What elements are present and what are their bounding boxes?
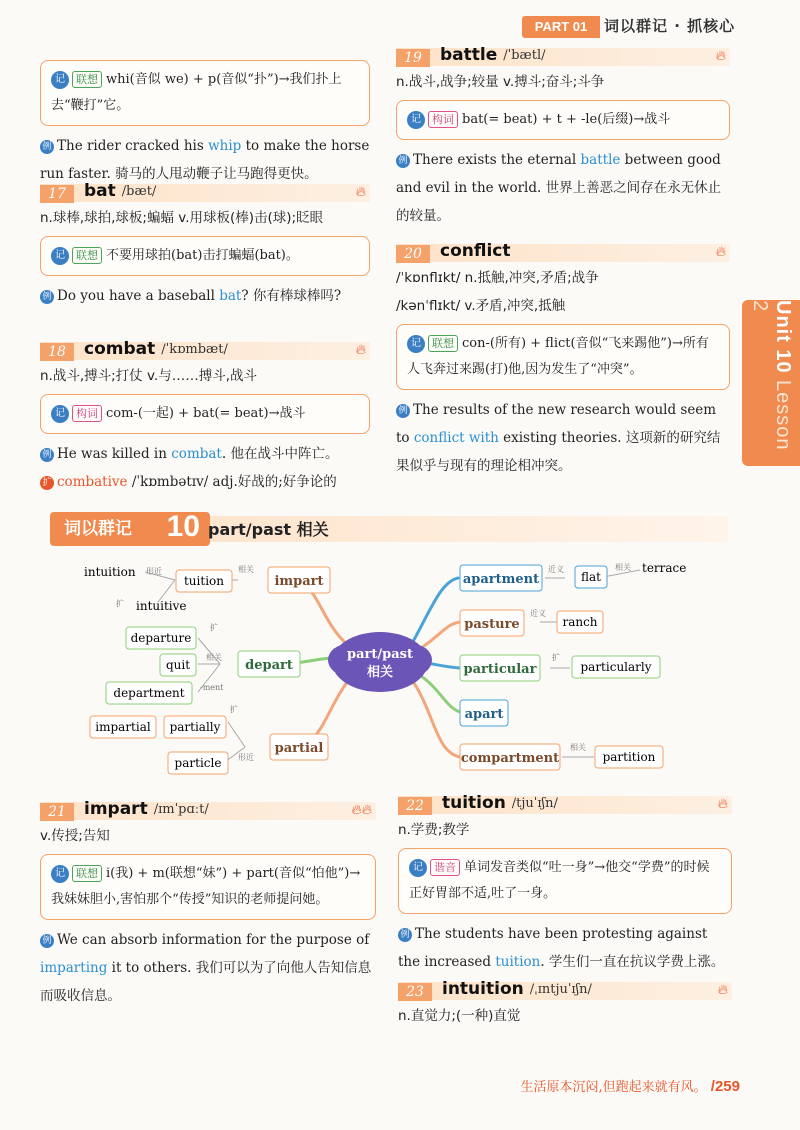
flame-icon: 🔥︎ — [715, 244, 726, 260]
node-departure — [126, 627, 196, 649]
phonetic: /ˌɪntjuˈɪʃn/ — [529, 981, 592, 997]
node-particularly — [572, 656, 660, 678]
definition-verb: /kənˈflɪkt/ v.矛盾,冲突,抵触 — [396, 298, 566, 314]
entry-header — [398, 976, 732, 1002]
flame-icon: 🔥︎🔥︎ — [351, 802, 372, 818]
node-partial — [270, 734, 328, 760]
unit-side-tab — [742, 300, 800, 466]
svg-text:tuition: tuition — [183, 574, 225, 588]
rel-label: 近义 — [530, 609, 546, 618]
svg-text:apart: apart — [464, 707, 504, 722]
rel-label: 扩 — [230, 705, 238, 714]
node-apartment — [460, 565, 542, 591]
whip-note — [40, 60, 370, 126]
flame-icon: 🔥︎ — [355, 184, 366, 200]
entry-tuition — [398, 790, 732, 976]
node-compartment — [460, 744, 560, 770]
entry-header — [396, 238, 730, 264]
node-intuitive: intuitive — [136, 599, 187, 613]
phonetic: /tjuˈɪʃn/ — [511, 795, 558, 811]
example-sentence: 例 We can absorb information for the purpose of imparting it to others. 我们可以为了向他人告知信息而吸收信息。 — [40, 932, 372, 1004]
rel-label: 相关 — [238, 565, 254, 574]
svg-text:ranch: ranch — [562, 615, 598, 629]
entry-note: 记 构词 bat(= beat) + t + -le(后缀)→战斗 — [396, 100, 730, 140]
mind-map — [70, 552, 730, 782]
entry-note: 记 联想 i(我) + m(联想“妹”) + part(音似“怕他”)→我妹妹胆小,害怕那个“传授”知识的老师提问她。 — [40, 854, 376, 920]
mnemonic-icon: 记 — [51, 405, 69, 423]
rel-label: 扩 — [116, 599, 124, 608]
section-header — [40, 512, 728, 546]
entry-note: 记 联想 con-(所有) + flict(音似“飞来踢他”)→所有人飞奔过来踢(打)他,因为发生了“冲突”。 — [396, 324, 730, 390]
svg-text:departure: departure — [130, 631, 192, 645]
phonetic: /ˈkɒmbæt/ — [161, 341, 228, 357]
node-impartial — [90, 716, 156, 738]
rel-label: 相关 — [570, 743, 586, 752]
entry-number: 18 — [40, 343, 74, 361]
headword: bat — [84, 181, 116, 201]
mnemonic-icon: 记 — [51, 247, 69, 265]
entry-number: 23 — [398, 983, 432, 1001]
definition: n.直觉力;(一种)直觉 — [398, 1008, 521, 1024]
svg-text:quit: quit — [165, 658, 191, 672]
entry-bat — [40, 178, 370, 310]
mnemonic-icon: 记 — [51, 71, 69, 89]
node-pasture — [460, 610, 524, 636]
rel-label: 扩 — [552, 653, 560, 662]
node-flat — [575, 566, 607, 588]
node-particle — [168, 752, 228, 774]
svg-text:depart: depart — [245, 658, 293, 673]
svg-text:partial: partial — [274, 741, 324, 756]
entry-battle — [396, 42, 730, 230]
node-partially — [164, 716, 226, 738]
example-sentence: 例 The students have been protesting against the increased tuition. 学生们一直在抗议学费上涨。 — [398, 926, 725, 970]
keyword: bat — [219, 288, 242, 304]
headword: intuition — [442, 979, 524, 999]
rel-label: 扩 — [210, 623, 218, 632]
rel-label: 相关 — [206, 653, 222, 662]
entry-number: 17 — [40, 185, 74, 203]
svg-text:department: department — [113, 686, 185, 700]
phonetic: /ˈbætl/ — [503, 47, 546, 63]
flame-icon: 🔥︎ — [355, 342, 366, 358]
svg-text:particular: particular — [463, 662, 537, 677]
svg-text:particularly: particularly — [580, 660, 652, 674]
example-icon: 例 — [396, 404, 410, 418]
node-terrace: terrace — [642, 561, 687, 575]
example-icon: 例 — [396, 154, 410, 168]
svg-text:partition: partition — [602, 750, 656, 764]
keyword: combat — [171, 446, 222, 462]
headword: battle — [440, 45, 498, 65]
entry-header — [396, 42, 730, 68]
section-title: part/past 相关 — [208, 520, 329, 539]
entry-header — [40, 336, 370, 362]
rel-label: 相关 — [615, 563, 631, 572]
definition: n.学费;教学 — [398, 822, 470, 838]
entry-intuition — [398, 976, 732, 1030]
left-column-top — [40, 56, 370, 188]
center-label: part/past — [347, 647, 413, 662]
example-icon: 例 — [40, 934, 54, 948]
svg-text:flat: flat — [581, 570, 601, 584]
mnemonic-icon: 记 — [409, 859, 427, 877]
example-sentence: 例 He was killed in combat. 他在战斗中阵亡。 — [40, 440, 370, 468]
svg-text:compartment: compartment — [460, 751, 560, 766]
svg-text:partially: partially — [169, 720, 221, 734]
rel-label: 近义 — [548, 565, 564, 574]
rel-label: 形近 — [146, 567, 162, 576]
entry-number: 21 — [40, 803, 74, 821]
entry-note: 记 联想 不要用球拍(bat)击打蝙蝠(bat)。 — [40, 236, 370, 276]
page-number: /259 — [710, 1078, 740, 1095]
node-tuition — [176, 570, 232, 592]
entry-number: 20 — [396, 245, 430, 263]
node-department — [106, 682, 192, 704]
flame-icon: 🔥︎ — [717, 796, 728, 812]
node-impart — [268, 567, 330, 593]
example-sentence: 例 Do you have a baseball bat? 你有棒球棒吗? — [40, 282, 370, 310]
example-icon: 例 — [40, 290, 54, 304]
extension-word: combative — [57, 474, 128, 490]
definition: n.球棒,球拍,球板;蝙蝠 v.用球板(棒)击(球);眨眼 — [40, 210, 324, 226]
node-partition — [595, 746, 663, 768]
svg-text:apartment: apartment — [462, 572, 540, 587]
mnemonic-icon: 记 — [407, 335, 425, 353]
entry-header — [40, 178, 370, 204]
entry-number: 22 — [398, 797, 432, 815]
unit-label: Unit 10 — [772, 300, 794, 374]
example-icon: 例 — [40, 140, 54, 154]
extension: 扩 combative /ˈkɒmbətɪv/ adj.好战的;好争论的 — [40, 468, 370, 496]
definition: n.战斗,搏斗;打仗 v.与……搏斗,战斗 — [40, 368, 258, 384]
entry-combat — [40, 336, 370, 496]
node-intuition: intuition — [84, 565, 136, 579]
node-ranch — [557, 611, 603, 633]
svg-text:pasture: pasture — [464, 617, 520, 632]
keyword: whip — [208, 138, 242, 154]
footer-quote: 生活原本沉闷,但跑起来就有风。 — [520, 1080, 707, 1095]
definition: v.传授;告知 — [40, 828, 110, 844]
entry-conflict — [396, 238, 730, 480]
node-apart — [460, 700, 508, 726]
phonetic: /bæt/ — [121, 183, 157, 199]
example-sentence: 例 There exists the eternal battle between good and evil in the world. 世界上善恶之间存在永无休止的较量。 — [396, 152, 722, 224]
keyword: imparting — [40, 960, 108, 976]
svg-text:impartial: impartial — [95, 720, 151, 734]
headword: impart — [84, 799, 148, 819]
keyword: tuition — [495, 954, 541, 970]
section-badge: 词以群记 10 — [50, 512, 210, 546]
example-icon: 例 — [398, 928, 412, 942]
keyword: conflict with — [413, 430, 499, 446]
headword: conflict — [440, 241, 511, 261]
flame-icon: 🔥︎ — [717, 982, 728, 998]
entry-note: 记 构词 com-(一起) + bat(= beat)→战斗 — [40, 394, 370, 434]
headword: combat — [84, 339, 156, 359]
header-title: 词以群记 · 抓核心 — [604, 17, 736, 35]
definition-noun: /ˈkɒnflɪkt/ n.抵触,冲突,矛盾;战争 — [396, 270, 599, 286]
phonetic: /ɪmˈpɑːt/ — [153, 801, 209, 817]
example-sentence: 例 The rider cracked his whip to make the horse run faster. 骑马的人甩动鞭子让马跑得更快。 — [40, 138, 370, 182]
lesson-label: Lesson 2 — [749, 300, 794, 451]
footer — [521, 1076, 740, 1095]
entry-header — [40, 796, 376, 822]
headword: tuition — [442, 793, 506, 813]
extend-icon: 扩 — [40, 476, 54, 490]
entry-number: 19 — [396, 49, 430, 67]
note-text: whi(音似 we) + p(音似“扑”)→我们扑上去“鞭打”它。 — [51, 72, 342, 113]
example-icon: 例 — [40, 448, 54, 462]
part-label: PART 01 — [522, 16, 600, 38]
svg-text:particle: particle — [174, 756, 222, 770]
definition: n.战斗,战争;较量 v.搏斗;奋斗;斗争 — [396, 74, 605, 90]
node-depart — [238, 651, 300, 677]
entry-header — [398, 790, 732, 816]
entry-note: 记 谐音 单词发音类似“吐一身”→他交“学费”的时候正好胃部不适,吐了一身。 — [398, 848, 732, 914]
rel-label: -ment — [200, 683, 224, 692]
entry-impart — [40, 796, 376, 1010]
example-sentence: 例 The results of the new research would seem to conflict with existing theories. 这项新的研究结果似乎与现有的理论相冲突。 — [396, 402, 721, 474]
node-quit — [160, 654, 196, 676]
center-sub-label: 相关 — [366, 665, 394, 680]
mnemonic-icon: 记 — [407, 111, 425, 129]
flame-icon: 🔥︎ — [715, 48, 726, 64]
mnemonic-icon: 记 — [51, 865, 69, 883]
note-tag: 联想 — [72, 71, 102, 88]
node-particular — [460, 655, 540, 681]
svg-text:impart: impart — [274, 574, 324, 589]
section-number: 10 — [166, 510, 200, 543]
keyword: battle — [580, 152, 621, 168]
rel-label: 形近 — [238, 753, 254, 762]
